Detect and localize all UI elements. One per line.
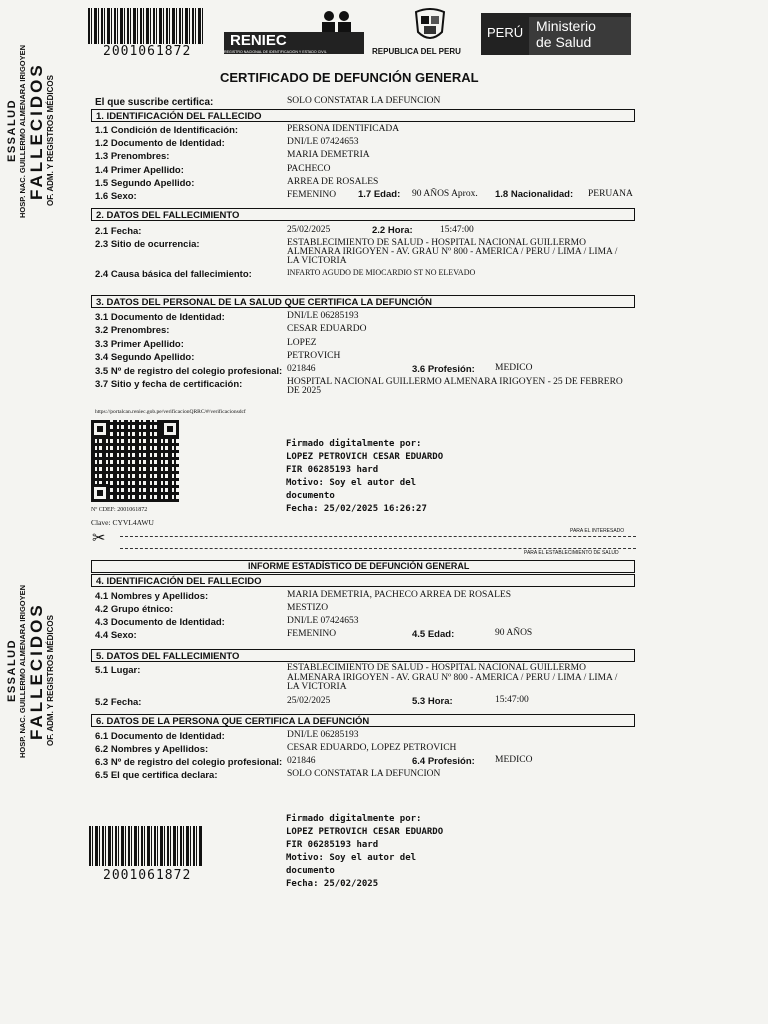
causa-label: 2.4 Causa básica del fallecimiento: <box>95 269 252 280</box>
reniec-logo <box>224 10 364 56</box>
sig2-line: documento <box>286 866 335 876</box>
causa-value: INFARTO AGUDO DE MIOCARDIO ST NO ELEVADO <box>287 268 476 277</box>
section2-title: 2. DATOS DEL FALLECIMIENTO <box>91 208 635 221</box>
sitio-cert-line: HOSPITAL NACIONAL GUILLERMO ALMENARA IRIGOYEN - 25 DE FEBRERO <box>287 377 623 387</box>
cut-label-establecimiento: PARA EL ESTABLECIMIENTO DE SALUD <box>524 550 619 556</box>
side-stamp-top <box>6 45 55 218</box>
sig1-line: Fecha: 25/02/2025 16:26:27 <box>286 504 427 514</box>
republica-label: REPUBLICA DEL PERU <box>372 47 461 56</box>
sig1-line: Motivo: Soy el autor del <box>286 478 417 488</box>
hora-label: 2.2 Hora: <box>372 225 413 236</box>
lugar-line: ALMENARA IRIGOYEN - AV. GRAU Nº 800 - AMERICA / PERU / LIMA / LIMA / <box>287 673 618 683</box>
s4-row-label: 4.1 Nombres y Apellidos: <box>95 591 209 602</box>
stamp-fallecidos: FALLECIDOS <box>27 602 46 740</box>
s4-edad-label: 4.5 Edad: <box>412 629 455 640</box>
stamp-fallecidos: FALLECIDOS <box>27 62 46 200</box>
section5-title: 5. DATOS DEL FALLECIMIENTO <box>91 649 635 662</box>
reniec-subtext: REGISTRO NACIONAL DE IDENTIFICACIÓN Y ESTADO CIVIL <box>224 50 364 54</box>
reniec-logo-text: RENIEC <box>224 32 364 50</box>
edad-value: 90 AÑOS Aprox. <box>412 189 478 199</box>
sitio-cert-label: 3.7 Sitio y fecha de certificación: <box>95 379 243 390</box>
stamp-oficina: OF. ADM. Y REGISTROS MÉDICOS <box>46 75 55 206</box>
sig1-line: Firmado digitalmente por: <box>286 439 422 449</box>
coat-of-arms-icon <box>412 6 448 46</box>
s3-row-label: 3.4 Segundo Apellido: <box>95 352 195 363</box>
lugar-line: LA VICTORIA <box>287 682 347 692</box>
s4-row-value: MARIA DEMETRIA, PACHECO ARREA DE ROSALES <box>287 590 511 600</box>
s3-row-label: 3.3 Primer Apellido: <box>95 339 184 350</box>
sitio-line: ALMENARA IRIGOYEN - AV. GRAU Nº 800 - AMERICA / PERU / LIMA / LIMA / <box>287 247 618 257</box>
sig1-line: documento <box>286 491 335 501</box>
ministerio-line2: de Salud <box>536 34 592 50</box>
s1-row-value: DNI/LE 07424653 <box>287 137 359 147</box>
section3-title: 3. DATOS DEL PERSONAL DE LA SALUD QUE CERTIFICA LA DEFUNCIÓN <box>91 295 635 308</box>
s1-row-label: 1.3 Prenombres: <box>95 151 170 162</box>
edad-label: 1.7 Edad: <box>358 189 401 200</box>
s1-row-value: PERSONA IDENTIFICADA <box>287 124 400 134</box>
s1-row-value: PACHECO <box>287 164 331 174</box>
s6-row-label: 6.1 Documento de Identidad: <box>95 731 225 742</box>
s1-row-value: ARREA DE ROSALES <box>287 177 379 187</box>
stamp-oficina: OF. ADM. Y REGISTROS MÉDICOS <box>46 615 55 746</box>
cdef-number: Nº CDEF: 2001061872 <box>91 507 148 513</box>
s1-row-label: 1.4 Primer Apellido: <box>95 165 184 176</box>
minsa-logo <box>481 13 631 55</box>
s3-row-value: CESAR EDUARDO <box>287 324 367 334</box>
fecha-label: 2.1 Fecha: <box>95 226 142 237</box>
colegio-label: 3.5 Nº de registro del colegio profesional: <box>95 366 283 377</box>
s1-row-label: 1.1 Condición de Identificación: <box>95 125 239 136</box>
sitio-label: 2.3 Sitio de ocurrencia: <box>95 239 200 250</box>
informe-title: INFORME ESTADÍSTICO DE DEFUNCIÓN GENERAL <box>248 561 470 571</box>
s6-colegio-value: 021846 <box>287 756 316 766</box>
s3-row-label: 3.2 Prenombres: <box>95 325 170 336</box>
s6-colegio-label: 6.3 Nº de registro del colegio profesional: <box>95 757 283 768</box>
clave: Clave: CYVL4AWU <box>91 518 154 527</box>
sig2-line: Firmado digitalmente por: <box>286 814 422 824</box>
s6-profesion-value: MEDICO <box>495 755 533 765</box>
s5-hora-label: 5.3 Hora: <box>412 696 453 707</box>
top-barcode <box>88 8 204 44</box>
s1-row-value: MARIA DEMETRIA <box>287 150 370 160</box>
profesion-value: MEDICO <box>495 363 533 373</box>
s4-row-value: DNI/LE 07424653 <box>287 616 359 626</box>
nacionalidad-label: 1.8 Nacionalidad: <box>495 189 574 200</box>
s3-row-value: LOPEZ <box>287 338 317 348</box>
sig2-line: Fecha: 25/02/2025 <box>286 879 379 889</box>
s1-row-label: 1.5 Segundo Apellido: <box>95 178 195 189</box>
cut-line <box>120 548 636 549</box>
peru-label: PERÚ <box>487 25 524 40</box>
s6-declara-label: 6.5 El que certifica declara: <box>95 770 218 781</box>
s5-hora-value: 15:47:00 <box>495 695 529 705</box>
s6-row-value: DNI/LE 06285193 <box>287 730 359 740</box>
profesion-label: 3.6 Profesión: <box>412 364 475 375</box>
s6-declara-value: SOLO CONSTATAR LA DEFUNCION <box>287 769 441 779</box>
sitio-line: ESTABLECIMIENTO DE SALUD - HOSPITAL NACIONAL GUILLERMO <box>287 238 586 248</box>
side-stamp-bottom <box>6 585 55 758</box>
scissors-icon: ✂ <box>92 530 106 547</box>
signature1 <box>286 438 443 516</box>
sig2-line: LOPEZ PETROVICH CESAR EDUARDO <box>286 827 444 837</box>
sig2-line: Motivo: Soy el autor del <box>286 853 417 863</box>
s5-fecha-value: 25/02/2025 <box>287 696 331 706</box>
hora-value: 15:47:00 <box>440 225 474 235</box>
s3-row-label: 3.1 Documento de Identidad: <box>95 312 225 323</box>
top-barcode-number: 2001061872 <box>103 44 192 59</box>
sig2-line: FIR 06285193 hard <box>286 840 379 850</box>
ministerio-line1: Ministerio <box>536 18 596 34</box>
bottom-barcode-number: 2001061872 <box>103 868 192 883</box>
s1-row-label: 1.6 Sexo: <box>95 191 137 202</box>
s6-profesion-label: 6.4 Profesión: <box>412 756 475 767</box>
s5-fecha-label: 5.2 Fecha: <box>95 697 142 708</box>
nacionalidad-value: PERUANA <box>588 189 633 199</box>
cut-line <box>120 536 636 537</box>
s4-sexo-label: 4.4 Sexo: <box>95 630 137 641</box>
s1-row-value: FEMENINO <box>287 190 337 200</box>
sig1-line: FIR 06285193 hard <box>286 465 379 475</box>
bottom-barcode <box>89 826 203 866</box>
reniec-people-icon <box>224 10 364 32</box>
verification-url[interactable]: https://portalcan.reniec.gob.pe/verificacionQRRC/#/verificacionsdcf <box>95 409 246 415</box>
s3-row-value: PETROVICH <box>287 351 341 361</box>
s1-row-label: 1.2 Documento de Identidad: <box>95 138 225 149</box>
sig1-line: LOPEZ PETROVICH CESAR EDUARDO <box>286 452 444 462</box>
s3-row-value: DNI/LE 06285193 <box>287 311 359 321</box>
signature2 <box>286 813 443 891</box>
section1-title: 1. IDENTIFICACIÓN DEL FALLECIDO <box>91 109 635 122</box>
lugar-line: ESTABLECIMIENTO DE SALUD - HOSPITAL NACIONAL GUILLERMO <box>287 663 586 673</box>
section6-title: 6. DATOS DE LA PERSONA QUE CERTIFICA LA DEFUNCIÓN <box>91 714 635 727</box>
stamp-essalud: ESSALUD <box>6 98 18 162</box>
s4-row-label: 4.2 Grupo étnico: <box>95 604 174 615</box>
sitio-cert-line: DE 2025 <box>287 386 322 396</box>
stamp-hospital: HOSP. NAC. GUILLERMO ALMENARA IRIGOYEN <box>18 44 27 218</box>
qr-code[interactable] <box>91 420 179 502</box>
section4-title: 4. IDENTIFICACIÓN DEL FALLECIDO <box>91 574 635 587</box>
sitio-line: LA VICTORIA <box>287 256 347 266</box>
document-title: CERTIFICADO DE DEFUNCIÓN GENERAL <box>220 70 479 85</box>
s4-sexo-value: FEMENINO <box>287 629 337 639</box>
s4-edad-value: 90 AÑOS <box>495 628 533 638</box>
suscribe-value: SOLO CONSTATAR LA DEFUNCION <box>287 96 441 106</box>
stamp-essalud: ESSALUD <box>6 638 18 702</box>
suscribe-label: El que suscribe certifica: <box>95 97 214 108</box>
stamp-hospital: HOSP. NAC. GUILLERMO ALMENARA IRIGOYEN <box>18 584 27 758</box>
s4-row-value: MESTIZO <box>287 603 329 613</box>
s4-row-label: 4.3 Documento de Identidad: <box>95 617 225 628</box>
fecha-value: 25/02/2025 <box>287 225 331 235</box>
s6-row-label: 6.2 Nombres y Apellidos: <box>95 744 209 755</box>
s6-row-value: CESAR EDUARDO, LOPEZ PETROVICH <box>287 743 457 753</box>
colegio-value: 021846 <box>287 364 316 374</box>
lugar-label: 5.1 Lugar: <box>95 665 141 676</box>
cut-label-interesado: PARA EL INTERESADO <box>570 528 625 534</box>
